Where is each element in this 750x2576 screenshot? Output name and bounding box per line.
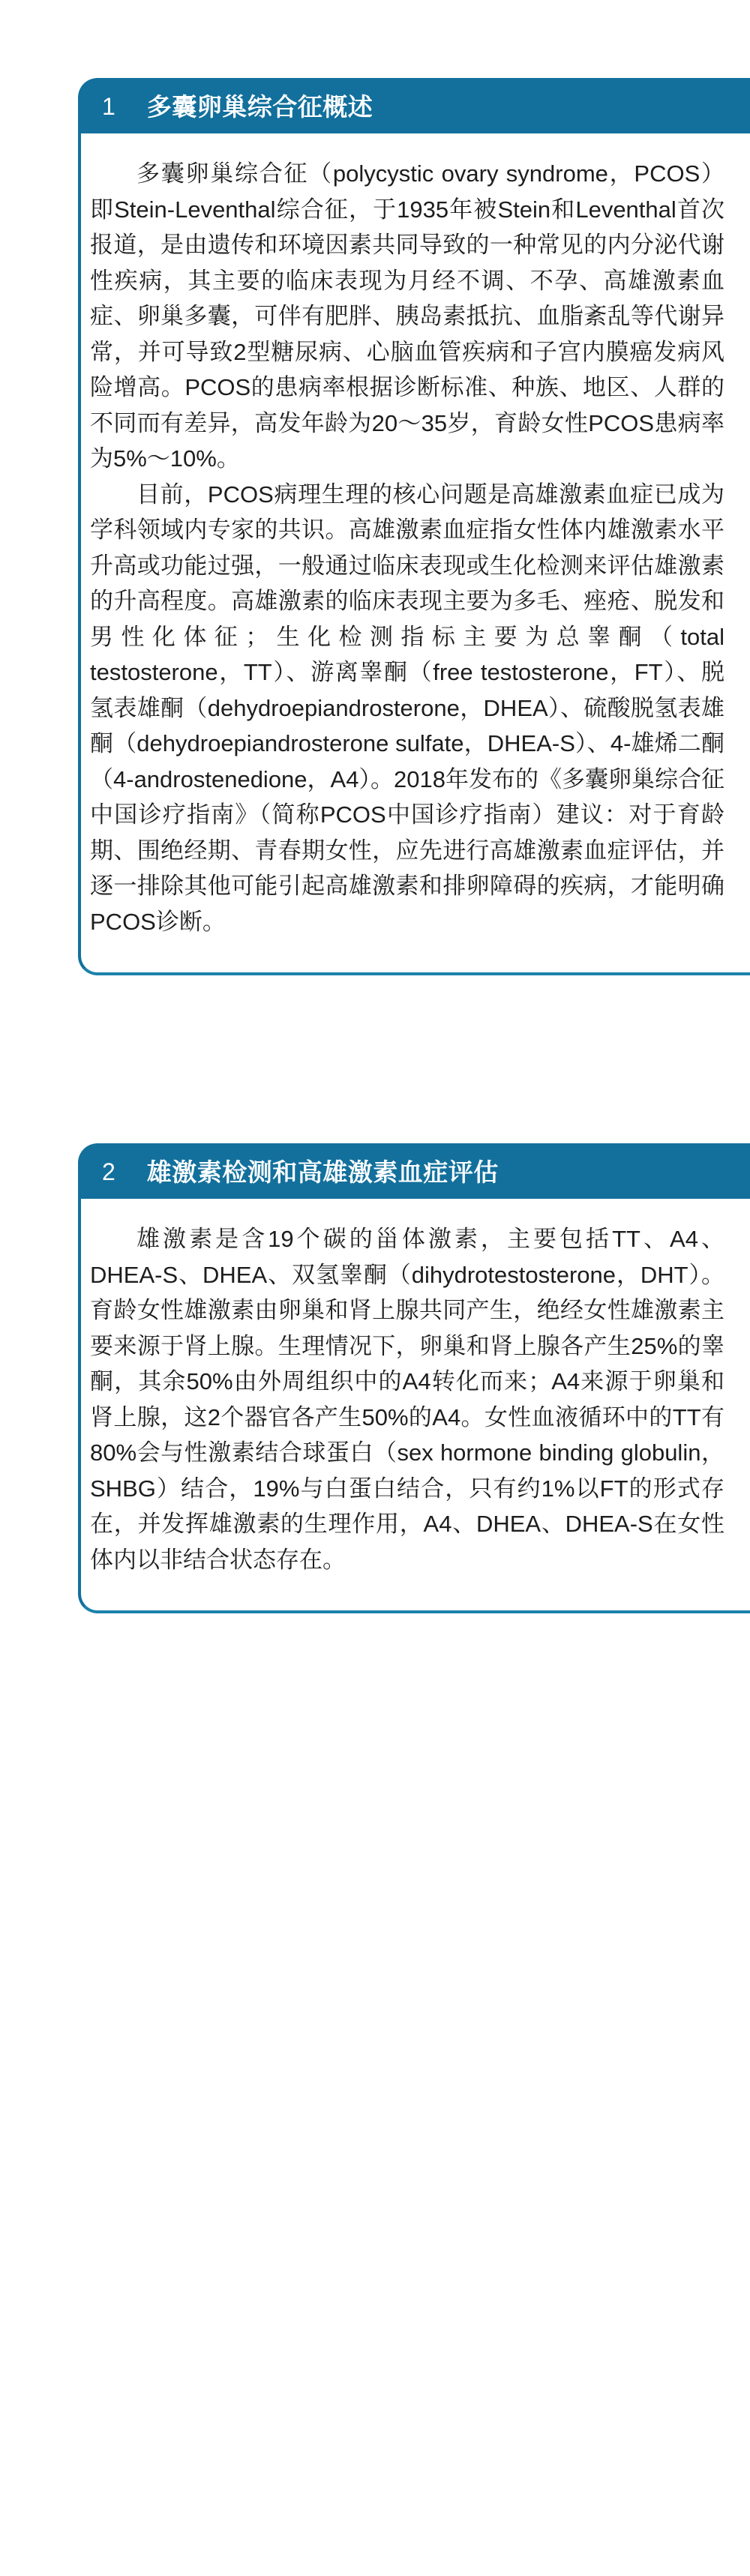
section-2-title: 雄激素检测和高雄激素血症评估 bbox=[146, 1158, 499, 1186]
section-1-title: 多囊卵巢综合征概述 bbox=[146, 92, 374, 121]
section-1 bbox=[0, 0, 750, 975]
section-1-card bbox=[78, 132, 750, 975]
section-1-number: 1 bbox=[102, 93, 116, 120]
section-1-content bbox=[81, 156, 750, 939]
section-2-card bbox=[78, 1197, 750, 1613]
section-1-paragraph-1: 多囊卵巢综合征（polycystic ovary syndrome，PCOS）即Stein-Leventhal综合征，于1935年被Stein和Leventhal首次报道，是由遗传和环境因素共同导致的一种常见的内分泌代谢性疾病，其主要的临床表现为月经不调、不孕、高雄激素血症、卵巢多囊，可伴有肥胖、胰岛素抵抗、血脂紊乱等代谢异常，并可导致2型糖尿病、心脑血管疾病和子宫内膜癌发病风险增高。PCOS的患病率根据诊断标准、种族、地区、人群的不同而有差异，高发年龄为20～35岁，育龄女性PCOS患病率为5%～10%。 bbox=[90, 160, 724, 472]
section-2-paragraph-1: 雄激素是含19个碳的甾体激素，主要包括TT、A4、DHEA-S、DHEA、双氢睾酮（dihydrotestosterone，DHT）。育龄女性雄激素由卵巢和肾上腺共同产生，绝经女性雄激素主要来源于肾上腺。生理情况下，卵巢和肾上腺各产生25%的睾酮，其余50%由外周组织中的A4转化而来；A4来源于卵巢和肾上腺，这2个器官各产生50%的A4。女性血液循环中的TT有80%会与性激素结合球蛋白（sex hormone binding globulin，SHBG）结合，19%与白蛋白结合，只有约1%以FT的形式存在，并发挥雄激素的生理作用，A4、DHEA、DHEA-S在女性体内以非结合状态存在。 bbox=[90, 1226, 724, 1573]
section-1-header bbox=[78, 78, 750, 133]
section-2-number: 2 bbox=[102, 1158, 116, 1185]
section-2-content bbox=[81, 1221, 750, 1577]
section-2-header bbox=[78, 1143, 750, 1199]
section-2 bbox=[0, 975, 750, 1613]
section-1-paragraph-2: 目前，PCOS病理生理的核心问题是高雄激素血症已成为学科领域内专家的共识。高雄激素血症指女性体内雄激素水平升高或功能过强，一般通过临床表现或生化检测来评估雄激素的升高程度。高雄激素的临床表现主要为多毛、痤疮、脱发和男性化体征；生化检测指标主要为总睾酮（total testosterone，TT）、游离睾酮（free testosterone，FT）、脱氢表雄酮（dehydroepiandrosterone，DHEA）、硫酸脱氢表雄酮（dehydroepiandrosterone sulfate，DHEA-S）、4-雄烯二酮（4-androstenedione，A4）。2018年发布的《多囊卵巢综合征中国诊疗指南》（简称PCOS中国诊疗指南）建议：对于育龄期、围绝经期、青春期女性，应先进行高雄激素血症评估，并逐一排除其他可能引起高雄激素和排卵障碍的疾病，才能明确PCOS诊断。 bbox=[90, 481, 724, 935]
